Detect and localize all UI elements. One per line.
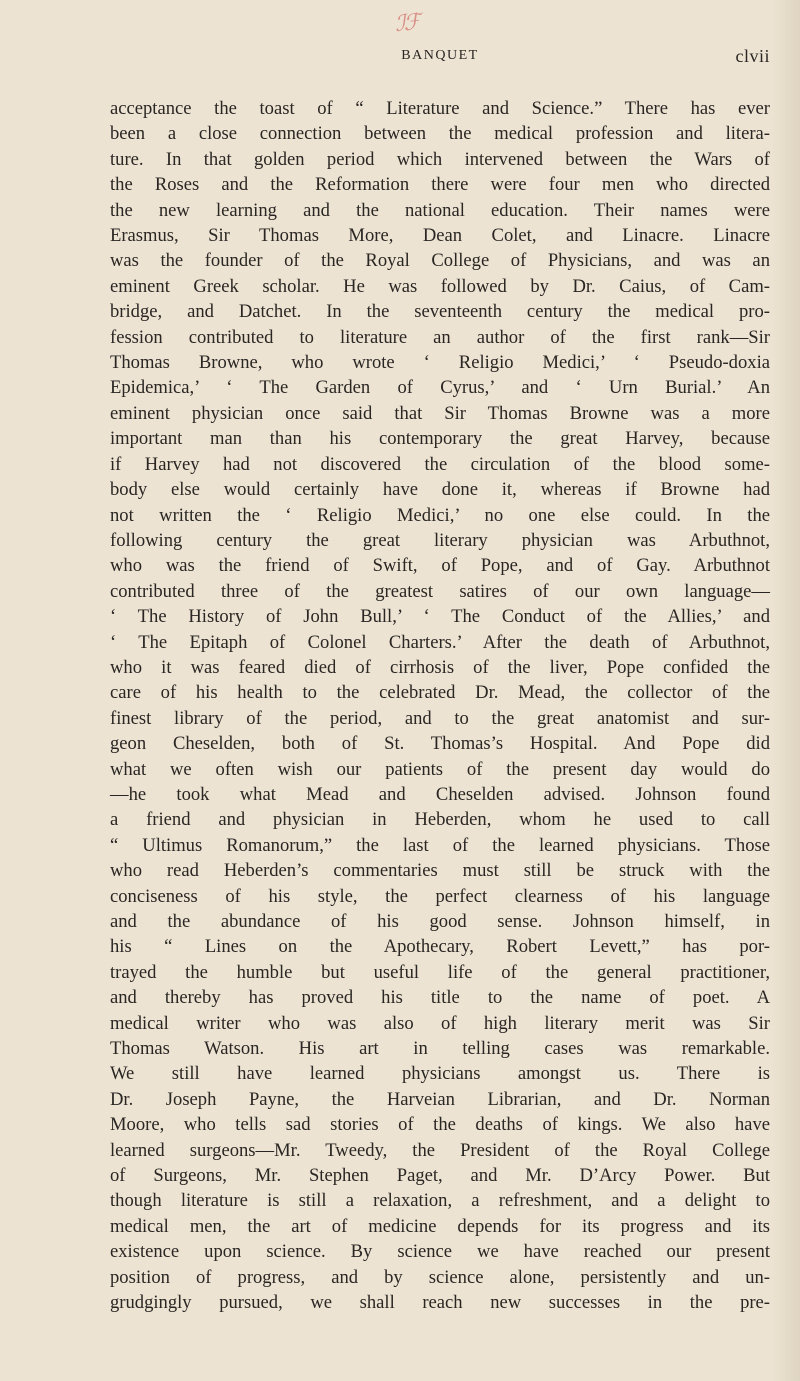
text-line: —he took what Mead and Cheselden advised. Johnson found [110,783,770,805]
text-line: and the abundance of his good sense. Johnson himself, in [110,911,770,932]
text-line: Dr. Joseph Payne, the Harveian Librarian, and Dr. Norman [110,1088,770,1110]
text-line: eminent physician once said that Sir Thomas Browne was a more [110,402,770,424]
text-line: finest library of the period, and to the great anatomist and sur- [110,707,770,729]
text-line: ture. In that golden period which intervened between the Wars of [110,148,770,170]
page-number: clvii [735,46,770,66]
text-line: existence upon science. By science we have reached our present [110,1241,770,1263]
text-line: ‘ The Epitaph of Colonel Charters.’ After the death of Arbuthnot, [110,631,770,653]
text-line: a friend and physician in Heberden, whom he used to call [110,809,770,831]
text-line: bridge, and Datchet. In the seventeenth century the medical pro- [110,301,770,323]
text-line: the Roses and the Reformation there were four men who directed [110,174,770,196]
text-line: Thomas Browne, who wrote ‘ Religio Medici,’ ‘ Pseudo-doxia [110,352,770,374]
text-line: grudgingly pursued, we shall reach new successes in the pre- [110,1292,770,1314]
text-line: what we often wish our patients of the present day would do [110,758,770,780]
text-line: if Harvey had not discovered the circulation of the blood some- [110,453,770,475]
text-line: contributed three of the greatest satires of our own language— [110,580,770,602]
text-line: who it was feared died of cirrhosis of the liver, Pope confided the [110,656,770,678]
body-text [110,96,770,1316]
text-line: who read Heberden’s commentaries must still be struck with the [110,860,770,882]
text-line: trayed the humble but useful life of the general practitioner, [110,961,770,983]
page-header [110,46,770,70]
text-line: important man than his contemporary the great Harvey, because [110,428,770,450]
text-line: fession contributed to literature an author of the first rank—Sir [110,326,770,348]
text-line: Thomas Watson. His art in telling cases was remarkable. [110,1038,770,1060]
text-line: the new learning and the national education. Their names were [110,199,770,221]
running-head: BANQUET [401,48,479,63]
text-line: Moore, who tells sad stories of the deaths of kings. We also have [110,1114,770,1136]
text-line: geon Cheselden, both of St. Thomas’s Hospital. And Pope did [110,733,770,755]
text-line: Erasmus, Sir Thomas More, Dean Colet, and Linacre. Linacre [110,225,770,247]
text-line: eminent Greek scholar. He was followed by Dr. Caius, of Cam- [110,275,770,297]
text-line: been a close connection between the medical profession and litera- [110,123,770,145]
text-line: who was the friend of Swift, of Pope, and of Gay. Arbuthnot [110,555,770,577]
text-line: care of his health to the celebrated Dr. Mead, the collector of the [110,682,770,704]
text-line: not written the ‘ Religio Medici,’ no one else could. In the [110,504,770,526]
text-line: was the founder of the Royal College of Physicians, and was an [110,250,770,272]
text-line: conciseness of his style, the perfect clearness of his language [110,885,770,907]
text-line: learned surgeons—Mr. Tweedy, the President of the Royal College [110,1139,770,1161]
text-line: his “ Lines on the Apothecary, Robert Levett,” has por- [110,936,770,958]
text-line: medical men, the art of medicine depends for its progress and its [110,1215,770,1237]
text-line: ‘ The History of John Bull,’ ‘ The Conduct of the Allies,’ and [110,606,770,628]
text-line: medical writer who was also of high literary merit was Sir [110,1012,770,1034]
text-line: We still have learned physicians amongst us. There is [110,1063,770,1085]
text-line: Epidemica,’ ‘ The Garden of Cyrus,’ and ‘ Urn Burial.’ An [110,377,770,399]
text-line: position of progress, and by science alone, persistently and un- [110,1266,770,1288]
text-line: though literature is still a relaxation, a refreshment, and a delight to [110,1190,770,1212]
text-line: and thereby has proved his title to the name of poet. A [110,987,770,1009]
text-line: of Surgeons, Mr. Stephen Paget, and Mr. D’Arcy Power. But [110,1165,770,1187]
text-line: “ Ultimus Romanorum,” the last of the learned physicians. Those [110,834,770,856]
handwritten-mark: ℐℱ [393,8,420,37]
text-line: acceptance the toast of “ Literature and Science.” There has ever [110,98,770,119]
text-line: body else would certainly have done it, whereas if Browne had [110,479,770,501]
text-line: following century the great literary physician was Arbuthnot, [110,529,770,551]
